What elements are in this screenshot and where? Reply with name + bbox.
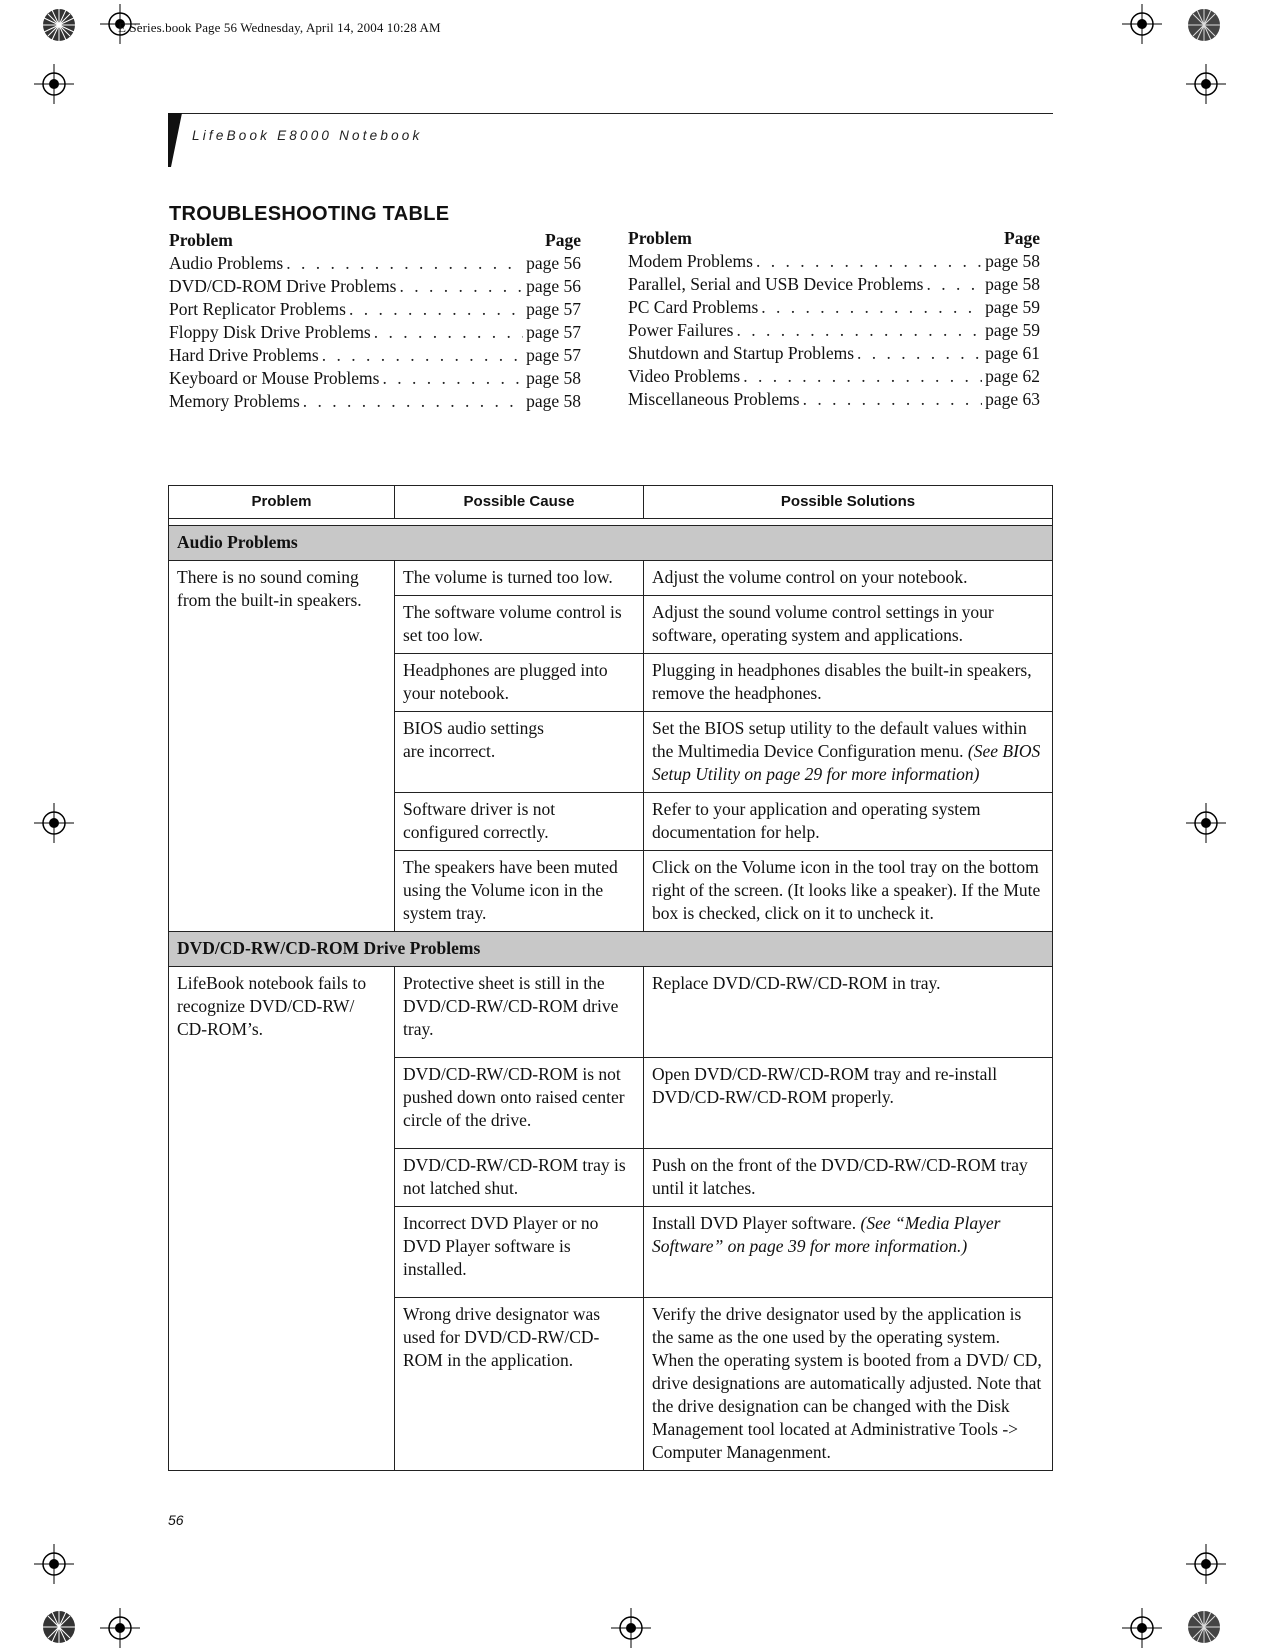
registration-mark-top-right-side xyxy=(1186,64,1226,104)
index-entry-page: page 56 xyxy=(526,276,581,296)
color-wheel-top-left xyxy=(42,8,76,42)
color-wheel-bottom-right xyxy=(1187,1610,1221,1644)
index-entry-title: Modem Problems xyxy=(628,251,753,271)
cause-cell: DVD/CD-RW/CD-ROM is not pushed down onto raised center circle of the drive. xyxy=(395,1058,644,1149)
index-entry-title: DVD/CD-ROM Drive Problems xyxy=(169,276,397,296)
index-entry[interactable] xyxy=(169,367,581,390)
cause-cell: Headphones are plugged into your notebook. xyxy=(395,654,644,712)
solution-cell: Plugging in headphones disables the built-in speakers, remove the headphones. xyxy=(644,654,1053,712)
solution-cell: Open DVD/CD-RW/CD-ROM tray and re-install DVD/CD-RW/CD-ROM properly. xyxy=(644,1058,1053,1149)
column-header-cause: Possible Cause xyxy=(395,486,644,519)
index-entry[interactable] xyxy=(169,275,581,298)
dot-leader xyxy=(322,344,523,367)
solution-cell xyxy=(644,1207,1053,1298)
dot-leader xyxy=(303,390,523,413)
dot-leader xyxy=(743,365,982,388)
index-entry[interactable] xyxy=(628,365,1040,388)
problem-cell: LifeBook notebook fails to recognize DVD/CD-RW/ CD-ROM’s. xyxy=(169,967,395,1471)
index-entry-title: Video Problems xyxy=(628,366,741,386)
dot-leader xyxy=(803,388,983,411)
problem-cell: There is no sound coming from the built-in speakers. xyxy=(169,561,395,932)
registration-mark-bottom-left xyxy=(100,1608,140,1648)
index-header-page: Page xyxy=(1004,228,1040,248)
solution-cell: Replace DVD/CD-RW/CD-ROM in tray. xyxy=(644,967,1053,1058)
index-entry-page: page 58 xyxy=(526,391,581,411)
index-entry-page: page 61 xyxy=(985,343,1040,363)
index-entry[interactable] xyxy=(169,344,581,367)
solution-text: Set the BIOS setup utility to the default values within the Multimedia Device Configuration menu. xyxy=(652,718,1027,761)
registration-mark-bottom-left-side xyxy=(34,1544,74,1584)
index-entry-page: page 58 xyxy=(526,368,581,388)
index-entry-title: Audio Problems xyxy=(169,253,284,273)
section-label: DVD/CD-RW/CD-ROM Drive Problems xyxy=(169,932,1053,967)
registration-mark-bottom-center xyxy=(611,1608,651,1648)
cause-line: BIOS audio settings xyxy=(403,718,544,738)
index-entry-title: Shutdown and Startup Problems xyxy=(628,343,855,363)
dot-leader xyxy=(400,275,524,298)
cross-reference[interactable]: (See BIOS Setup Utility on page 29 for more information) xyxy=(652,741,1041,784)
dot-leader xyxy=(857,342,982,365)
cause-cell: Software driver is not configured correctly. xyxy=(395,793,644,851)
index-entry-title: Power Failures xyxy=(628,320,734,340)
table-row xyxy=(169,967,1053,1058)
page-number: 56 xyxy=(168,1512,184,1528)
index-entry-title: Port Replicator Problems xyxy=(169,299,346,319)
index-entry-page: page 56 xyxy=(526,253,581,273)
column-header-problem: Problem xyxy=(169,486,395,519)
dot-leader xyxy=(286,252,523,275)
solution-cell: Adjust the sound volume control settings in your software, operating system and applications. xyxy=(644,596,1053,654)
dot-leader xyxy=(927,273,983,296)
cross-reference[interactable]: (See “Media Player Software” on page 39 for more information.) xyxy=(652,1213,1001,1256)
table-header-row xyxy=(169,486,1053,519)
cause-cell: The speakers have been muted using the Volume icon in the system tray. xyxy=(395,851,644,932)
index-header xyxy=(628,227,1040,250)
table-row xyxy=(169,561,1053,596)
dot-leader xyxy=(382,367,523,390)
index-entry[interactable] xyxy=(169,298,581,321)
index-entry-title: Memory Problems xyxy=(169,391,300,411)
section-title: TROUBLESHOOTING TABLE xyxy=(169,203,450,225)
index-header xyxy=(169,229,581,252)
header-tab-marker xyxy=(168,113,182,172)
cause-cell: The software volume control is set too low. xyxy=(395,596,644,654)
cause-cell: Wrong drive designator was used for DVD/CD-RW/CD-ROM in the application. xyxy=(395,1298,644,1471)
solution-cell: Push on the front of the DVD/CD-RW/CD-ROM tray until it latches. xyxy=(644,1149,1053,1207)
index-entry-page: page 59 xyxy=(985,297,1040,317)
cause-cell: Incorrect DVD Player or no DVD Player software is installed. xyxy=(395,1207,644,1298)
cause-cell xyxy=(395,712,644,793)
print-slug: E Series.book Page 56 Wednesday, April 14, 2004 10:28 AM xyxy=(118,20,441,35)
running-head: LifeBook E8000 Notebook xyxy=(192,128,423,143)
solution-cell: Verify the drive designator used by the application is the same as the one used by the operating system. When the operating system is booted from a DVD/ CD, drive designations are automatically adjusted. Note that the drive designation can be changed with the Disk Management tool located at Administrative Tools -> Computer Managenment. xyxy=(644,1298,1053,1471)
index-entry-title: Parallel, Serial and USB Device Problems xyxy=(628,274,924,294)
index-entry-page: page 57 xyxy=(526,345,581,365)
dot-leader xyxy=(761,296,982,319)
dot-leader xyxy=(736,319,982,342)
spacer-row xyxy=(169,519,1053,526)
cause-line: are incorrect. xyxy=(403,741,496,761)
registration-mark-bottom-right xyxy=(1122,1608,1162,1648)
solution-cell: Click on the Volume icon in the tool tray on the bottom right of the screen. (It looks like a speaker). If the Mute box is checked, click on it to uncheck it. xyxy=(644,851,1053,932)
solution-cell: Adjust the volume control on your notebook. xyxy=(644,561,1053,596)
dot-leader xyxy=(374,321,523,344)
index-left-column xyxy=(169,229,581,413)
index-entry-page: page 62 xyxy=(985,366,1040,386)
index-right-column xyxy=(628,227,1040,411)
index-entry[interactable] xyxy=(169,321,581,344)
index-entry[interactable] xyxy=(169,390,581,413)
index-entry-page: page 63 xyxy=(985,389,1040,409)
index-entry-title: Keyboard or Mouse Problems xyxy=(169,368,380,388)
index-entry[interactable] xyxy=(628,388,1040,411)
index-entry[interactable] xyxy=(628,273,1040,296)
index-entry[interactable] xyxy=(628,342,1040,365)
index-entry-title: Miscellaneous Problems xyxy=(628,389,800,409)
dot-leader xyxy=(349,298,523,321)
solution-cell xyxy=(644,712,1053,793)
registration-mark-bottom-right-side xyxy=(1186,1544,1226,1584)
index-header-problem: Problem xyxy=(169,230,233,250)
section-row-audio xyxy=(169,526,1053,561)
index-entry-title: PC Card Problems xyxy=(628,297,759,317)
registration-mark-mid-left xyxy=(34,803,74,843)
index-header-problem: Problem xyxy=(628,228,692,248)
index-entry-title: Hard Drive Problems xyxy=(169,345,319,365)
section-label: Audio Problems xyxy=(169,526,1053,561)
index-entry[interactable] xyxy=(169,252,581,275)
header-rule xyxy=(170,113,1053,114)
index-entry-page: page 58 xyxy=(985,274,1040,294)
color-wheel-top-right xyxy=(1187,8,1221,42)
index-entry-page: page 59 xyxy=(985,320,1040,340)
registration-mark-top-left-side xyxy=(34,64,74,104)
troubleshooting-table xyxy=(168,485,1053,1471)
cause-cell: Protective sheet is still in the DVD/CD-RW/CD-ROM drive tray. xyxy=(395,967,644,1058)
index-header-page: Page xyxy=(545,230,581,250)
index-entry[interactable] xyxy=(628,296,1040,319)
registration-mark-top-right xyxy=(1122,4,1162,44)
index-entry-page: page 57 xyxy=(526,299,581,319)
index-entry-title: Floppy Disk Drive Problems xyxy=(169,322,371,342)
cause-cell: The volume is turned too low. xyxy=(395,561,644,596)
index-entry-page: page 57 xyxy=(526,322,581,342)
solution-cell: Refer to your application and operating system documentation for help. xyxy=(644,793,1053,851)
section-row-dvd xyxy=(169,932,1053,967)
solution-text: Install DVD Player software. xyxy=(652,1213,861,1233)
cause-cell: DVD/CD-RW/CD-ROM tray is not latched shut. xyxy=(395,1149,644,1207)
index-entry[interactable] xyxy=(628,250,1040,273)
registration-mark-mid-right xyxy=(1186,803,1226,843)
color-wheel-bottom-left xyxy=(42,1610,76,1644)
dot-leader xyxy=(756,250,982,273)
column-header-solution: Possible Solutions xyxy=(644,486,1053,519)
index-entry[interactable] xyxy=(628,319,1040,342)
index-entry-page: page 58 xyxy=(985,251,1040,271)
